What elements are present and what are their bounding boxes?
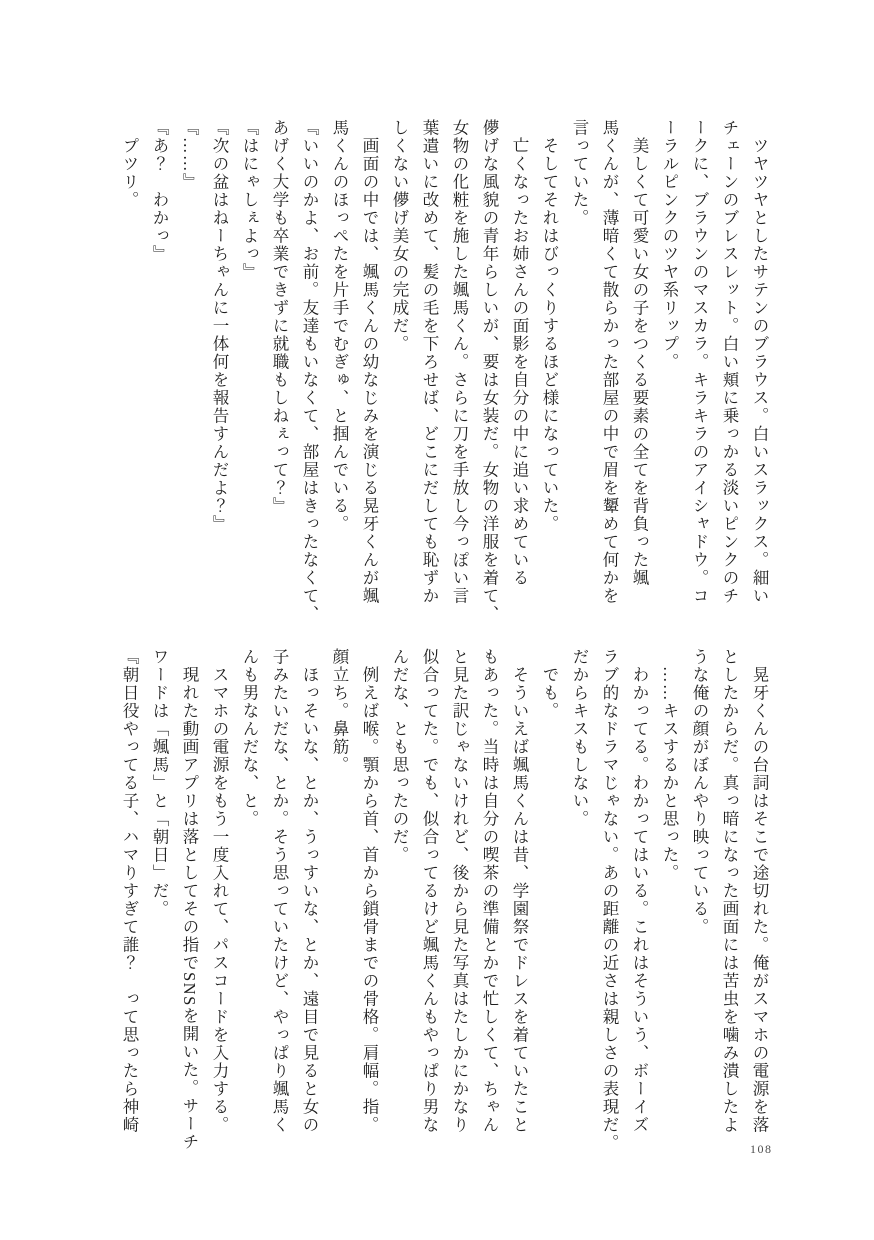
text-line: あげく大学も卒業できずに就職もしねぇって？』 [270, 119, 289, 515]
text-line: んも男なんだな、と。 [240, 648, 259, 828]
text-line: としたからだ。真っ暗になった画面には苦虫を噛み潰したよ [720, 648, 739, 1134]
text-line: しくない儚げ美女の完成だ。 [390, 119, 409, 353]
text-line: 言っていた。 [570, 119, 589, 227]
text-line: もあった。当時は自分の喫茶の準備とかで忙しくて、ちゃん [480, 648, 499, 1134]
text-line: プツリ。 [120, 137, 139, 209]
text-line: スマホの電源をもう一度入れて、パスコードを入力する。 [210, 666, 229, 1134]
text-line: だからキスもしない。 [570, 648, 589, 828]
text-line: 美しくて可愛い女の子をつくる要素の全てを背負った颯 [630, 137, 649, 587]
text-line: 子みたいだな、とか。そう思っていたけど、やっぱり颯馬く [270, 648, 289, 1134]
text-line: 例えば喉。顎から首、首から鎖骨までの骨格。肩幅。指。 [360, 666, 379, 1134]
text-line: チェーンのブレスレット。白い頬に乗っかる淡いピンクのチ [720, 119, 739, 605]
text-line: 葉遣いに改めて、髪の毛を下ろせば、どこにだしても恥ずか [420, 119, 439, 605]
text-line: んだな、とも思ったのだ。 [390, 648, 409, 864]
text-line: と見た訳じゃないけれど、後から見た写真はたしかにかなり [450, 648, 469, 1134]
text-line: 晃牙くんの台詞はそこで途切れた。俺がスマホの電源を落 [750, 666, 769, 1134]
text-line: 儚げな風貌の青年らしいが、要は女装だ。女物の洋服を着て、 [480, 119, 499, 623]
text-line: うな俺の顔がぼんやり映っている。 [690, 648, 709, 936]
text-line: ラブ的なドラマじゃない。あの距離の近さは親しさの表現だ。 [600, 648, 619, 1152]
page-number: 108 [750, 1142, 773, 1156]
text-line: ワードは「颯馬」と「朝日」だ。 [150, 648, 169, 918]
text-line: そういえば颯馬くんは昔、学園祭でドレスを着ていたこと [510, 666, 529, 1134]
text-line: 亡くなったお姉さんの面影を自分の中に追い求めている [510, 137, 529, 587]
text-line: 現れた動画アプリは落としてその指でSNSを開いた。サーチ [180, 666, 199, 1151]
text-line: ほっそいな、とか、うっすいな、とか、遠目で見ると女の [300, 666, 319, 1134]
text-line: 馬くんが、薄暗くて散らかった部屋の中で眉を顰めて何かを [600, 119, 619, 605]
text-line: そしてそれはびっくりするほど様になっていた。 [540, 137, 559, 533]
text-line: 『朝日役やってる子、ハマりすぎて誰？ って思ったら神崎 [120, 648, 139, 1134]
text-line: ークに、ブラウンのマスカラ。キラキラのアイシャドウ。コ [690, 119, 709, 605]
text-line: 『あ？ わかっ』 [150, 119, 169, 263]
text-line: でも。 [540, 666, 559, 720]
text-line: 『いいのかよ、お前。友達もいなくて、部屋はきったなくて、 [300, 119, 319, 623]
text-line: 似合ってた。でも、似合ってるけど颯馬くんもやっぱり男な [420, 648, 439, 1134]
text-line: 馬くんのほっぺたを片手でむぎゅ、と掴んでいる。 [330, 119, 349, 533]
text-line: ーラルピンクのツヤ系リップ。 [660, 119, 679, 371]
text-line: 『次の盆はねーちゃんに一体何を報告すんだよ？』 [210, 119, 229, 533]
text-line: 『……』 [180, 119, 199, 191]
text-line: 女物の化粧を施した颯馬くん。さらに刀を手放し今っぽい言 [450, 119, 469, 605]
text-block-bottom [114, 648, 774, 1152]
text-line: 『はにゃしぇよっ』 [240, 119, 259, 281]
text-line: わかってる。わかってはいる。これはそういう、ボーイズ [630, 666, 649, 1134]
text-line: 顔立ち。鼻筋。 [330, 648, 349, 774]
text-line: ツヤツヤとしたサテンのブラウス。白いスラックス。細い [750, 137, 769, 605]
text-line: ……キスするかと思った。 [660, 666, 679, 882]
text-block-top [114, 119, 774, 623]
text-line: 画面の中では、颯馬くんの幼なじみを演じる晃牙くんが颯 [360, 137, 379, 605]
